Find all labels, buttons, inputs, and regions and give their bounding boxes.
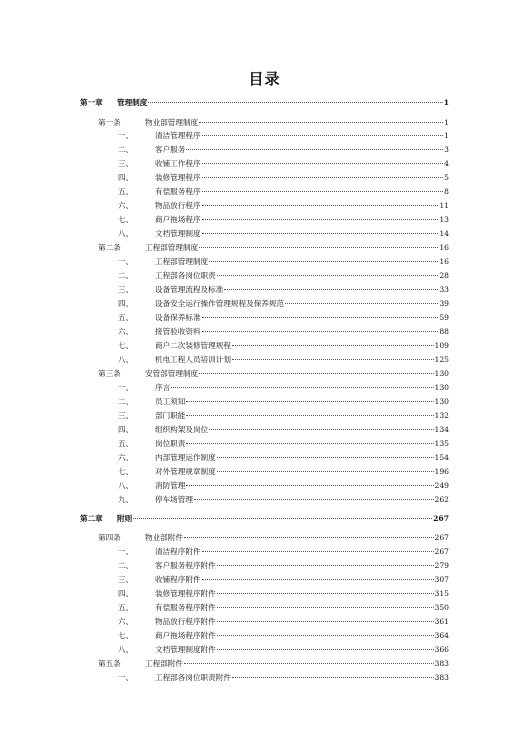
toc-entry-page: 154 xyxy=(434,453,449,462)
toc-entry-number: 一、 xyxy=(118,383,134,392)
toc-dot-leader xyxy=(133,517,432,519)
toc-entry-number: 四、 xyxy=(118,425,134,434)
toc-entry-number: 五、 xyxy=(118,603,134,612)
toc-dot-leader xyxy=(202,330,439,332)
toc-entry-page: 350 xyxy=(434,603,449,612)
toc-entry-title: 清洁管理程序 xyxy=(155,131,201,140)
toc-entry-page: 125 xyxy=(434,355,449,364)
toc-section-entry[interactable] xyxy=(118,257,449,267)
toc-dot-leader xyxy=(199,246,438,248)
toc-entry-number: 六、 xyxy=(118,201,134,210)
toc-dot-leader xyxy=(199,372,433,374)
toc-section-entry[interactable] xyxy=(118,229,449,239)
toc-entry-page: 3 xyxy=(444,145,449,154)
toc-entry-number: 五、 xyxy=(118,187,134,196)
toc-entry-page: 249 xyxy=(434,481,449,490)
toc-dot-leader xyxy=(202,134,444,136)
toc-dot-leader xyxy=(217,274,439,276)
toc-entry-number: 六、 xyxy=(118,617,134,626)
toc-dot-leader xyxy=(202,550,434,552)
toc-entry-number: 五、 xyxy=(118,313,134,322)
toc-entry-title: 工程部附件 xyxy=(145,659,183,668)
toc-entry-page: 364 xyxy=(434,631,449,640)
toc-section-entry[interactable] xyxy=(118,575,449,585)
toc-entry-title: 物业部管理制度 xyxy=(145,118,199,127)
toc-entry-title: 工程部各岗位职责附件 xyxy=(155,673,231,682)
toc-entry-title: 文档管理制度附件 xyxy=(155,645,216,654)
toc-entry-page: 1 xyxy=(443,98,449,107)
toc-chapter-entry[interactable] xyxy=(80,514,449,524)
toc-entry-page: 383 xyxy=(434,659,449,668)
toc-entry-title: 装修管理程序附件 xyxy=(155,589,216,598)
toc-entry-title: 收铺程序附件 xyxy=(155,575,201,584)
toc-entry-title: 客户服务 xyxy=(155,145,186,154)
toc-entry-page: 4 xyxy=(444,159,449,168)
toc-entry-title: 有偿服务程序附件 xyxy=(155,603,216,612)
toc-dot-leader xyxy=(202,316,439,318)
toc-entry-number: 第一章 xyxy=(80,98,103,107)
toc-entry-number: 二、 xyxy=(118,145,134,154)
toc-entry-title: 有偿服务程序 xyxy=(155,187,201,196)
toc-entry-page: 361 xyxy=(434,617,449,626)
toc-entry-title: 商户拖场程序附件 xyxy=(155,631,216,640)
toc-entry-number: 三、 xyxy=(118,159,134,168)
toc-dot-leader xyxy=(209,260,438,262)
toc-dot-leader xyxy=(202,190,444,192)
toc-entry-number: 六、 xyxy=(118,453,134,462)
toc-chapter-entry[interactable] xyxy=(80,98,449,108)
toc-section-entry[interactable] xyxy=(118,467,449,477)
toc-entry-page: 130 xyxy=(434,383,449,392)
toc-entry-page: 307 xyxy=(434,575,449,584)
toc-entry-page: 132 xyxy=(434,411,449,420)
toc-entry-page: 366 xyxy=(434,645,449,654)
toc-dot-leader xyxy=(232,676,434,678)
toc-entry-page: 28 xyxy=(439,271,449,280)
toc-entry-title: 设备管理流程及标准 xyxy=(155,285,224,294)
toc-entry-page: 267 xyxy=(434,533,449,542)
toc-entry-number: 三、 xyxy=(118,285,134,294)
toc-entry-page: 315 xyxy=(434,589,449,598)
toc-section-entry[interactable] xyxy=(118,285,449,295)
toc-entry-title: 接管验收资料 xyxy=(155,327,201,336)
toc-entry-title: 机电工程人员培训计划 xyxy=(155,355,231,364)
toc-entry-number: 七、 xyxy=(118,467,134,476)
toc-entry-title: 附则 xyxy=(117,514,133,523)
toc-entry-title: 文档管理制度 xyxy=(155,229,201,238)
toc-dot-leader xyxy=(202,218,439,220)
toc-entry-number: 七、 xyxy=(118,631,134,640)
toc-entry-title: 清洁程序附件 xyxy=(155,547,201,556)
toc-section-entry[interactable] xyxy=(118,327,449,337)
toc-entry-title: 工程部各岗位职责 xyxy=(155,271,216,280)
toc-entry-number: 第二章 xyxy=(80,514,103,523)
toc-dot-leader xyxy=(186,148,443,150)
toc-entry-title: 岗位职责 xyxy=(155,439,186,448)
toc-entry-page: 33 xyxy=(439,285,449,294)
toc-section-entry[interactable] xyxy=(118,547,449,557)
toc-dot-leader xyxy=(209,428,433,430)
toc-entry-page: 267 xyxy=(434,547,449,556)
toc-entry-page: 5 xyxy=(444,173,449,182)
toc-entry-page: 262 xyxy=(434,495,449,504)
toc-section-entry[interactable] xyxy=(118,495,449,505)
toc-dot-leader xyxy=(194,498,434,500)
toc-dot-leader xyxy=(232,358,434,360)
toc-section-entry[interactable] xyxy=(118,481,449,491)
toc-entry-title: 物品放行程序附件 xyxy=(155,617,216,626)
toc-dot-leader xyxy=(186,484,433,486)
toc-dot-leader xyxy=(184,662,434,664)
toc-dot-leader xyxy=(202,176,444,178)
toc-entry-page: 88 xyxy=(439,327,449,336)
toc-entry-number: 七、 xyxy=(118,341,134,350)
toc-entry-page: 279 xyxy=(434,561,449,570)
toc-section-entry[interactable] xyxy=(118,271,449,281)
toc-article-entry[interactable] xyxy=(98,369,449,379)
toc-entry-page: 8 xyxy=(444,187,449,196)
toc-section-entry[interactable] xyxy=(118,631,449,641)
toc-article-entry[interactable] xyxy=(98,243,449,253)
toc-entry-number: 五、 xyxy=(118,439,134,448)
toc-section-entry[interactable] xyxy=(118,173,449,183)
toc-entry-page: 130 xyxy=(434,397,449,406)
toc-section-entry[interactable] xyxy=(118,341,449,351)
toc-article-entry[interactable] xyxy=(98,118,449,128)
toc-section-entry[interactable] xyxy=(118,397,449,407)
toc-dot-leader xyxy=(199,121,443,123)
toc-section-entry[interactable] xyxy=(118,131,449,141)
toc-entry-title: 设备安全运行操作管理规程及保养规范 xyxy=(155,299,285,308)
toc-entry-title: 员工须知 xyxy=(155,397,186,406)
toc-section-entry[interactable] xyxy=(118,145,449,155)
toc-entry-page: 1 xyxy=(444,131,449,140)
toc-entry-page: 383 xyxy=(434,673,449,682)
toc-entry-title: 工程部管理制度 xyxy=(155,257,209,266)
toc-title: 目录 xyxy=(248,70,281,88)
toc-section-entry[interactable] xyxy=(118,589,449,599)
toc-entry-page: 39 xyxy=(439,299,449,308)
toc-entry-page: 135 xyxy=(434,439,449,448)
toc-dot-leader xyxy=(217,620,434,622)
toc-entry-page: 130 xyxy=(434,369,449,378)
toc-entry-title: 客户服务程序附件 xyxy=(155,561,216,570)
toc-section-entry[interactable] xyxy=(118,299,449,309)
toc-entry-number: 七、 xyxy=(118,215,134,224)
toc-dot-leader xyxy=(202,232,439,234)
toc-entry-page: 134 xyxy=(434,425,449,434)
toc-entry-number: 八、 xyxy=(118,645,134,654)
toc-section-entry[interactable] xyxy=(118,411,449,421)
toc-entry-title: 内部管理运作制度 xyxy=(155,453,216,462)
toc-section-entry[interactable] xyxy=(118,201,449,211)
toc-entry-page: 16 xyxy=(439,243,449,252)
toc-entry-number: 第五条 xyxy=(98,659,121,668)
toc-dot-leader xyxy=(186,442,433,444)
toc-dot-leader xyxy=(202,204,439,206)
toc-section-entry[interactable] xyxy=(118,383,449,393)
toc-dot-leader xyxy=(232,344,434,346)
toc-section-entry[interactable] xyxy=(118,453,449,463)
toc-dot-leader xyxy=(148,101,442,103)
toc-entry-title: 对外管理规章制度 xyxy=(155,467,216,476)
toc-entry-number: 八、 xyxy=(118,229,134,238)
toc-entry-title: 商户拖场程序 xyxy=(155,215,201,224)
toc-entry-title: 停车场管理 xyxy=(155,495,193,504)
toc-dot-leader xyxy=(217,634,434,636)
toc-entry-title: 消防管理 xyxy=(155,481,186,490)
toc-entry-number: 六、 xyxy=(118,327,134,336)
toc-entry-title: 装修管理程序 xyxy=(155,173,201,182)
toc-entry-number: 一、 xyxy=(118,257,134,266)
toc-dot-leader xyxy=(285,302,438,304)
toc-entry-title: 物业部附件 xyxy=(145,533,183,542)
toc-section-entry[interactable] xyxy=(118,673,449,683)
toc-section-entry[interactable] xyxy=(118,215,449,225)
toc-entry-number: 四、 xyxy=(118,589,134,598)
toc-section-entry[interactable] xyxy=(118,313,449,323)
toc-entry-page: 59 xyxy=(439,313,449,322)
toc-dot-leader xyxy=(224,288,438,290)
toc-entry-number: 九、 xyxy=(118,495,134,504)
toc-section-entry[interactable] xyxy=(118,159,449,169)
toc-dot-leader xyxy=(184,536,434,538)
toc-article-entry[interactable] xyxy=(98,533,449,543)
toc-entry-number: 三、 xyxy=(118,575,134,584)
toc-entry-number: 第三条 xyxy=(98,369,121,378)
toc-dot-leader xyxy=(217,470,434,472)
toc-dot-leader xyxy=(217,564,434,566)
toc-entry-number: 一、 xyxy=(118,131,134,140)
toc-entry-page: 14 xyxy=(439,229,449,238)
toc-section-entry[interactable] xyxy=(118,617,449,627)
toc-entry-number: 二、 xyxy=(118,561,134,570)
toc-article-entry[interactable] xyxy=(98,659,449,669)
toc-entry-title: 部门职能 xyxy=(155,411,186,420)
toc-entry-page: 13 xyxy=(439,215,449,224)
toc-entry-number: 第一条 xyxy=(98,118,121,127)
toc-dot-leader xyxy=(217,456,434,458)
toc-entry-page: 16 xyxy=(439,257,449,266)
toc-dot-leader xyxy=(217,606,434,608)
toc-dot-leader xyxy=(217,592,434,594)
toc-entry-page: 109 xyxy=(434,341,449,350)
toc-entry-title: 管理制度 xyxy=(117,98,148,107)
toc-entry-number: 八、 xyxy=(118,481,134,490)
toc-section-entry[interactable] xyxy=(118,355,449,365)
toc-section-entry[interactable] xyxy=(118,187,449,197)
toc-section-entry[interactable] xyxy=(118,645,449,655)
toc-entry-number: 四、 xyxy=(118,173,134,182)
toc-entry-page: 196 xyxy=(434,467,449,476)
toc-entry-title: 安管部管理制度 xyxy=(145,369,199,378)
toc-entry-title: 设备保养标准 xyxy=(155,313,201,322)
toc-dot-leader xyxy=(217,648,434,650)
toc-section-entry[interactable] xyxy=(118,439,449,449)
toc-dot-leader xyxy=(171,386,433,388)
toc-section-entry[interactable] xyxy=(118,603,449,613)
toc-entry-page: 267 xyxy=(433,514,449,523)
toc-entry-number: 二、 xyxy=(118,271,134,280)
toc-dot-leader xyxy=(202,578,434,580)
toc-entry-number: 三、 xyxy=(118,411,134,420)
toc-entry-number: 一、 xyxy=(118,673,134,682)
toc-dot-leader xyxy=(186,400,433,402)
toc-section-entry[interactable] xyxy=(118,561,449,571)
toc-entry-title: 工程部管理制度 xyxy=(145,243,199,252)
toc-entry-page: 11 xyxy=(439,201,449,210)
toc-entry-title: 物品放行程序 xyxy=(155,201,201,210)
toc-entry-number: 第二条 xyxy=(98,243,121,252)
toc-entry-page: 1 xyxy=(444,118,449,127)
toc-entry-number: 一、 xyxy=(118,547,134,556)
toc-entry-title: 收铺工作程序 xyxy=(155,159,201,168)
toc-section-entry[interactable] xyxy=(118,425,449,435)
toc-dot-leader xyxy=(202,162,444,164)
toc-entry-number: 八、 xyxy=(118,355,134,364)
toc-entry-number: 第四条 xyxy=(98,533,121,542)
toc-entry-title: 商户二次装修管理规程 xyxy=(155,341,231,350)
toc-entry-number: 二、 xyxy=(118,397,134,406)
toc-dot-leader xyxy=(186,414,433,416)
toc-entry-title: 序言 xyxy=(155,383,171,392)
toc-entry-number: 四、 xyxy=(118,299,134,308)
toc-entry-title: 组织构架及岗位 xyxy=(155,425,209,434)
